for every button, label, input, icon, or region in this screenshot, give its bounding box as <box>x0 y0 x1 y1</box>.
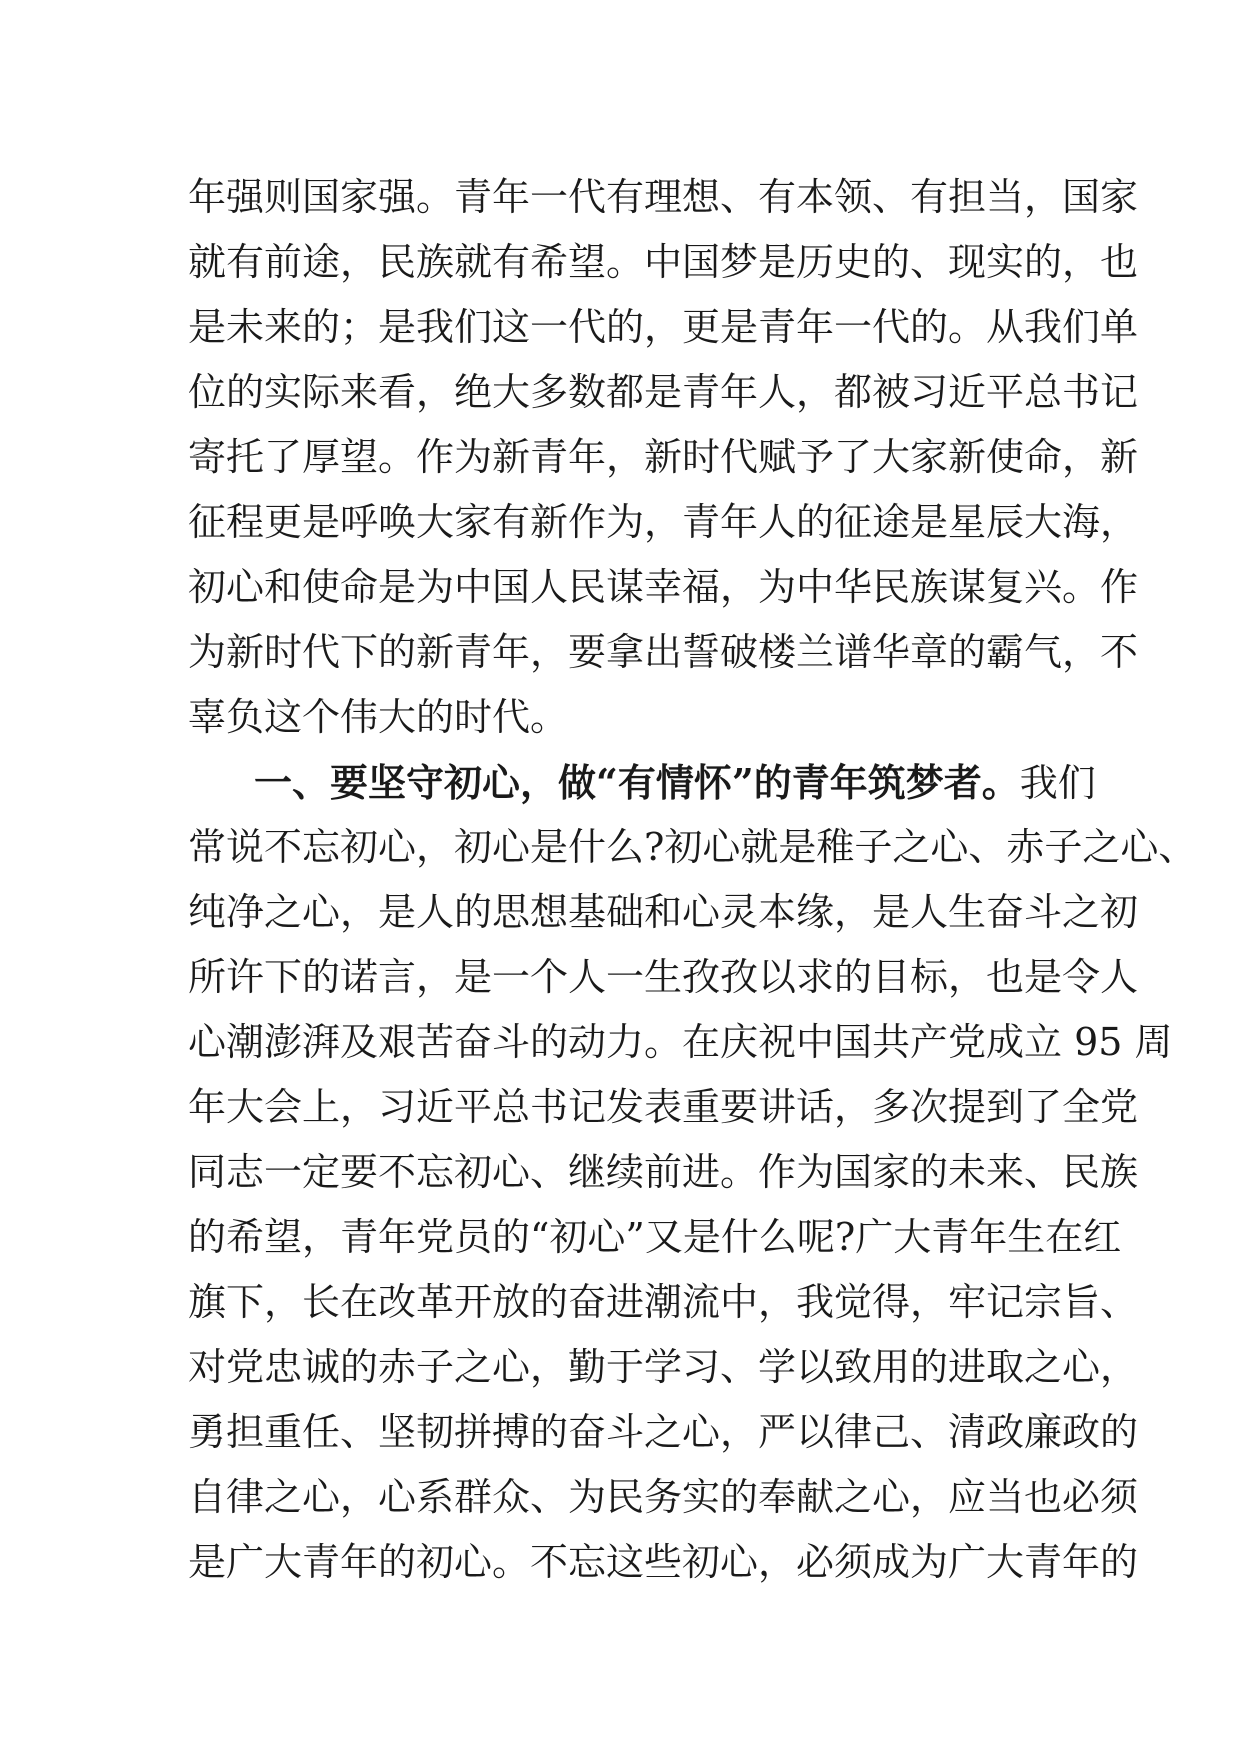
text-line: 所许下的诺言，是一个人一生孜孜以求的目标，也是令人 <box>188 955 1139 999</box>
text-line: 同志一定要不忘初心、继续前进。作为国家的未来、民族 <box>188 1150 1139 1194</box>
text-line: 就有前途，民族就有希望。中国梦是历史的、现实的，也 <box>188 240 1139 284</box>
text-line: 初心和使命是为中国人民谋幸福，为中华民族谋复兴。作 <box>188 565 1139 609</box>
heading-continuation: 我们 <box>1019 761 1096 805</box>
text-line: 年大会上，习近平总书记发表重要讲话，多次提到了全党 <box>188 1085 1139 1129</box>
text-line: 对党忠诚的赤子之心，勤于学习、学以致用的进取之心， <box>188 1345 1139 1389</box>
text-line: 年强则国家强。青年一代有理想、有本领、有担当，国家 <box>188 175 1139 219</box>
text-line: 辜负这个伟大的时代。 <box>188 695 569 739</box>
paragraph-2 <box>188 750 1197 1595</box>
text-line: 为新时代下的新青年，要拿出誓破楼兰谱华章的霸气，不 <box>188 630 1139 674</box>
text-line: 心潮澎湃及艰苦奋斗的动力。在庆祝中国共产党成立 95 周 <box>188 1020 1173 1064</box>
text-line: 是未来的；是我们这一代的，更是青年一代的。从我们单 <box>188 305 1139 349</box>
text-line: 常说不忘初心，初心是什么?初心就是稚子之心、赤子之心、 <box>188 825 1197 869</box>
text-line: 的希望，青年党员的“初心”又是什么呢?广大青年生在红 <box>188 1215 1122 1259</box>
paragraph-1 <box>188 165 1139 750</box>
text-line: 寄托了厚望。作为新青年，新时代赋予了大家新使命，新 <box>188 435 1139 479</box>
text-line: 旗下，长在改革开放的奋进潮流中，我觉得，牢记宗旨、 <box>188 1280 1139 1324</box>
text-line: 勇担重任、坚韧拼搏的奋斗之心，严以律己、清政廉政的 <box>188 1410 1139 1454</box>
section-heading: 一、要坚守初心，做“有情怀”的青年筑梦者。 <box>254 760 1020 805</box>
text-line: 自律之心，心系群众、为民务实的奉献之心，应当也必须 <box>188 1475 1139 1519</box>
paragraph-first-line <box>188 750 1096 815</box>
text-line: 征程更是呼唤大家有新作为，青年人的征途是星辰大海， <box>188 500 1139 544</box>
text-line: 位的实际来看，绝大多数都是青年人，都被习近平总书记 <box>188 370 1139 414</box>
text-line: 纯净之心，是人的思想基础和心灵本缘，是人生奋斗之初 <box>188 890 1139 934</box>
text-line: 是广大青年的初心。不忘这些初心，必须成为广大青年的 <box>188 1540 1139 1584</box>
